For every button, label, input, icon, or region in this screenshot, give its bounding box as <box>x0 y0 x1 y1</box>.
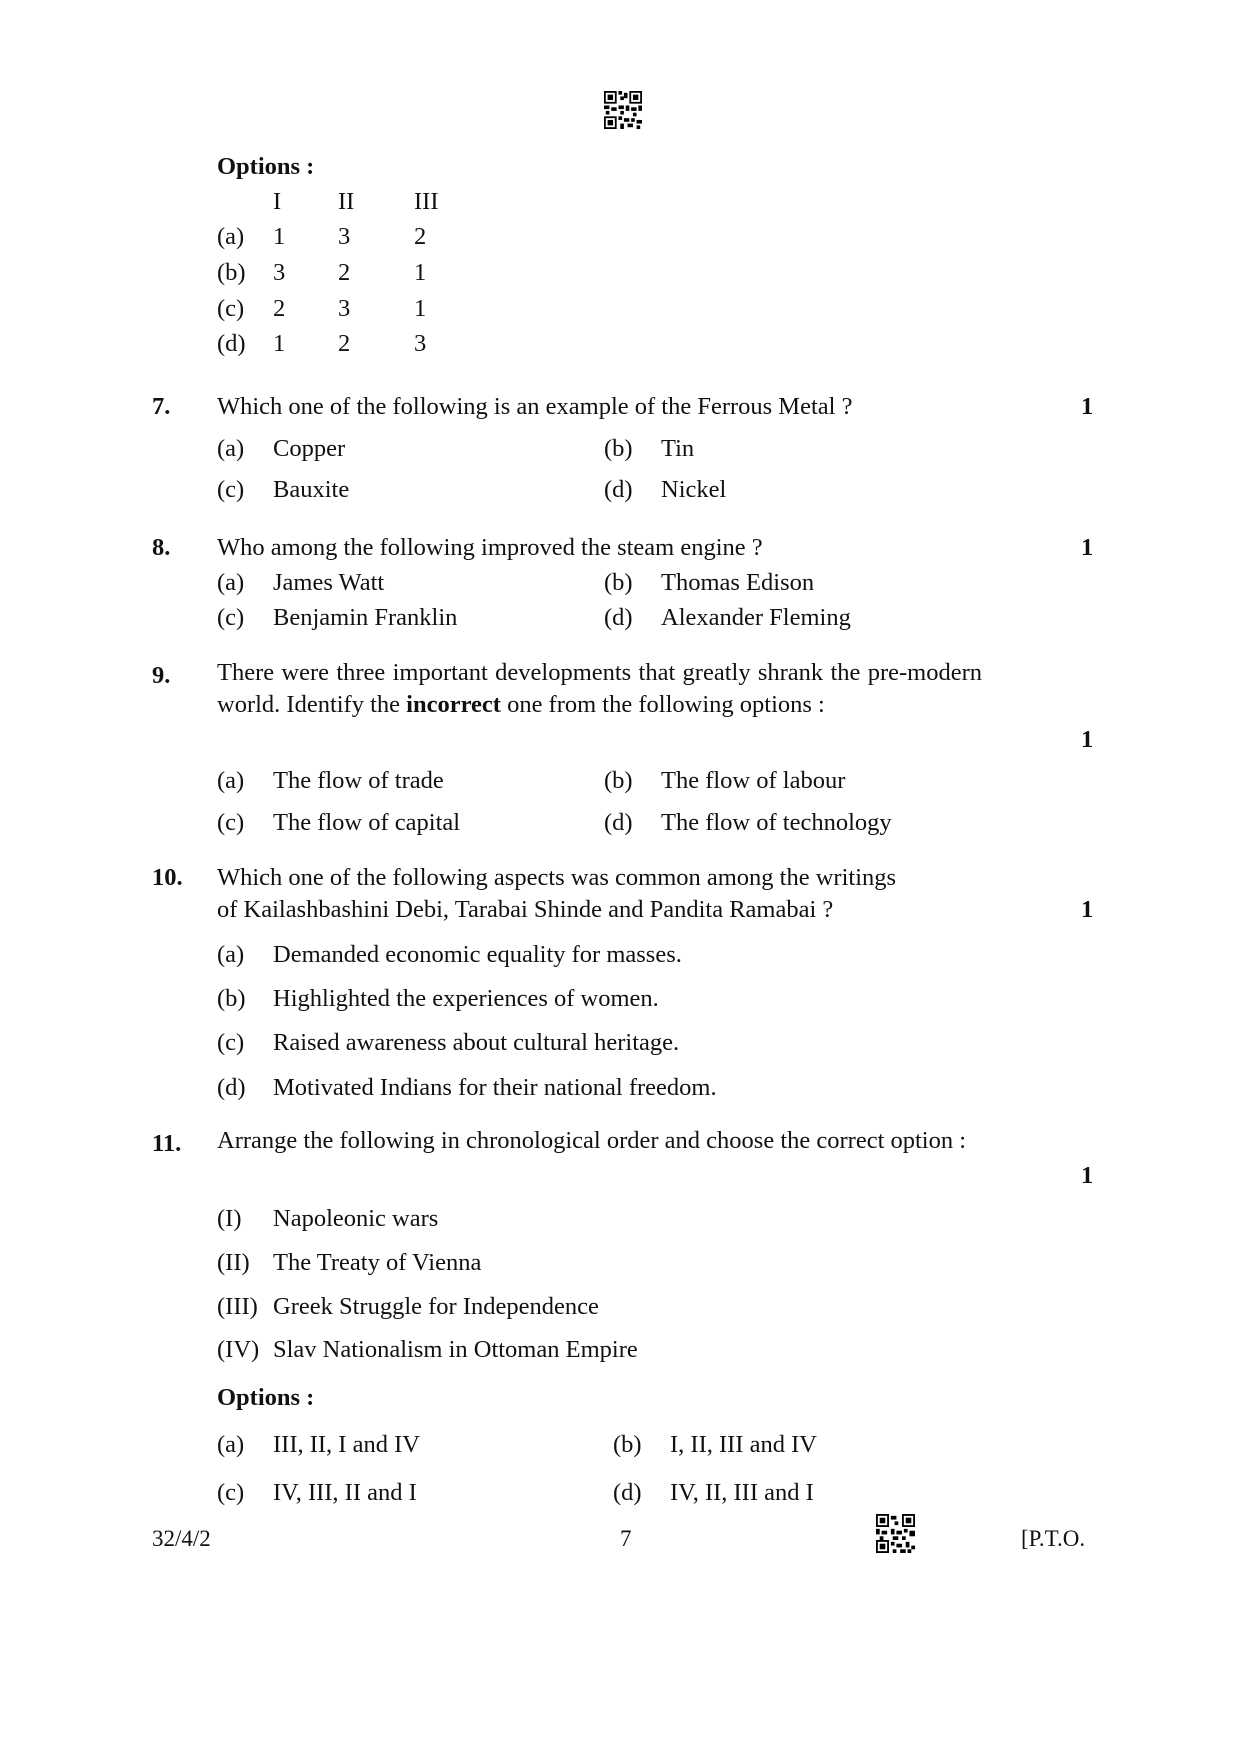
column-header: III <box>414 188 439 215</box>
option-value: 3 <box>273 259 286 286</box>
statement-text: The Treaty of Vienna <box>273 1249 482 1276</box>
option-label: (a) <box>217 569 245 596</box>
question-text: Who among the following improved the steam engine ? <box>217 534 763 561</box>
question-text-line: Which one of the following aspects was common among the writings <box>217 864 897 891</box>
option-text: The flow of labour <box>661 767 846 794</box>
question-number: 7. <box>152 393 171 420</box>
question-text-line: of Kailashbashini Debi, Tarabai Shinde and Pandita Ramabai ? <box>217 896 834 923</box>
option-label: (d) <box>613 1479 642 1506</box>
option-label: (d) <box>217 330 246 357</box>
option-value: 2 <box>338 259 351 286</box>
statement-text: Slav Nationalism in Ottoman Empire <box>273 1336 638 1363</box>
option-label: (d) <box>604 809 633 836</box>
question-number: 10. <box>152 864 183 891</box>
option-text: Raised awareness about cultural heritage. <box>273 1029 680 1056</box>
option-label: (c) <box>217 604 245 631</box>
option-label: (d) <box>604 604 633 631</box>
option-value: 2 <box>273 295 286 322</box>
option-label: (b) <box>604 569 633 596</box>
paper-code: 32/4/2 <box>152 1526 211 1551</box>
statement-text: Greek Struggle for Independence <box>273 1293 599 1320</box>
option-value: 3 <box>338 223 351 250</box>
option-value: 2 <box>414 223 427 250</box>
question-marks: 1 <box>1081 896 1094 923</box>
option-text: IV, III, II and I <box>273 1479 417 1506</box>
option-label: (c) <box>217 1029 245 1056</box>
option-label: (b) <box>604 435 633 462</box>
option-label: (d) <box>217 1074 246 1101</box>
option-label: (b) <box>217 259 246 286</box>
option-text: Bauxite <box>273 476 350 503</box>
option-text: Copper <box>273 435 346 462</box>
option-label: (a) <box>217 767 245 794</box>
option-label: (a) <box>217 435 245 462</box>
statement-label: (III) <box>217 1293 258 1320</box>
option-text: IV, II, III and I <box>670 1479 814 1506</box>
statement-label: (II) <box>217 1249 250 1276</box>
question-text: Arrange the following in chronological order and choose the correct option : <box>217 1127 967 1154</box>
question-number: 9. <box>152 662 171 689</box>
option-text: Highlighted the experiences of women. <box>273 985 659 1012</box>
qr-code-icon <box>604 91 642 129</box>
option-label: (b) <box>613 1431 642 1458</box>
option-label: (a) <box>217 941 245 968</box>
question-number: 11. <box>152 1130 182 1157</box>
option-text: Demanded economic equality for masses. <box>273 941 682 968</box>
option-value: 1 <box>273 223 286 250</box>
option-label: (c) <box>217 1479 245 1506</box>
options-heading: Options : <box>217 1384 315 1411</box>
option-text: Tin <box>661 435 695 462</box>
option-text: I, II, III and IV <box>670 1431 817 1458</box>
qr-code-icon <box>876 1514 915 1553</box>
option-value: 1 <box>273 330 286 357</box>
question-text <box>217 657 982 721</box>
option-label: (c) <box>217 476 245 503</box>
option-text: The flow of trade <box>273 767 444 794</box>
option-text: Nickel <box>661 476 727 503</box>
statement-label: (IV) <box>217 1336 260 1363</box>
question-text-part: one from the following options : <box>500 691 825 718</box>
option-text: III, II, I and IV <box>273 1431 420 1458</box>
column-header: II <box>338 188 355 215</box>
option-text: The flow of technology <box>661 809 892 836</box>
option-text: Benjamin Franklin <box>273 604 458 631</box>
page-number: 7 <box>620 1526 632 1551</box>
question-text-part: There were three important developments that greatly shrank the pre-modern world. Identify the <box>217 659 982 718</box>
option-label: (d) <box>604 476 633 503</box>
option-label: (a) <box>217 223 245 250</box>
statement-label: (I) <box>217 1205 242 1232</box>
option-value: 2 <box>338 330 351 357</box>
question-marks: 1 <box>1081 1162 1094 1189</box>
option-label: (a) <box>217 1431 245 1458</box>
option-text: Alexander Fleming <box>661 604 851 631</box>
option-label: (c) <box>217 295 245 322</box>
option-text: The flow of capital <box>273 809 461 836</box>
option-text: Thomas Edison <box>661 569 815 596</box>
question-text: Which one of the following is an example of the Ferrous Metal ? <box>217 393 853 420</box>
question-number: 8. <box>152 534 171 561</box>
option-label: (b) <box>217 985 246 1012</box>
option-text: Motivated Indians for their national freedom. <box>273 1074 717 1101</box>
option-value: 1 <box>414 295 427 322</box>
pto-note: [P.T.O. <box>1021 1526 1086 1551</box>
statement-text: Napoleonic wars <box>273 1205 439 1232</box>
option-label: (c) <box>217 809 245 836</box>
option-value: 3 <box>338 295 351 322</box>
option-text: James Watt <box>273 569 385 596</box>
option-value: 1 <box>414 259 427 286</box>
question-marks: 1 <box>1081 726 1094 753</box>
emphasis-text: incorrect <box>406 691 501 718</box>
option-value: 3 <box>414 330 427 357</box>
options-heading: Options : <box>217 153 315 180</box>
question-marks: 1 <box>1081 534 1094 561</box>
option-label: (b) <box>604 767 633 794</box>
question-marks: 1 <box>1081 393 1094 420</box>
column-header: I <box>273 188 282 215</box>
